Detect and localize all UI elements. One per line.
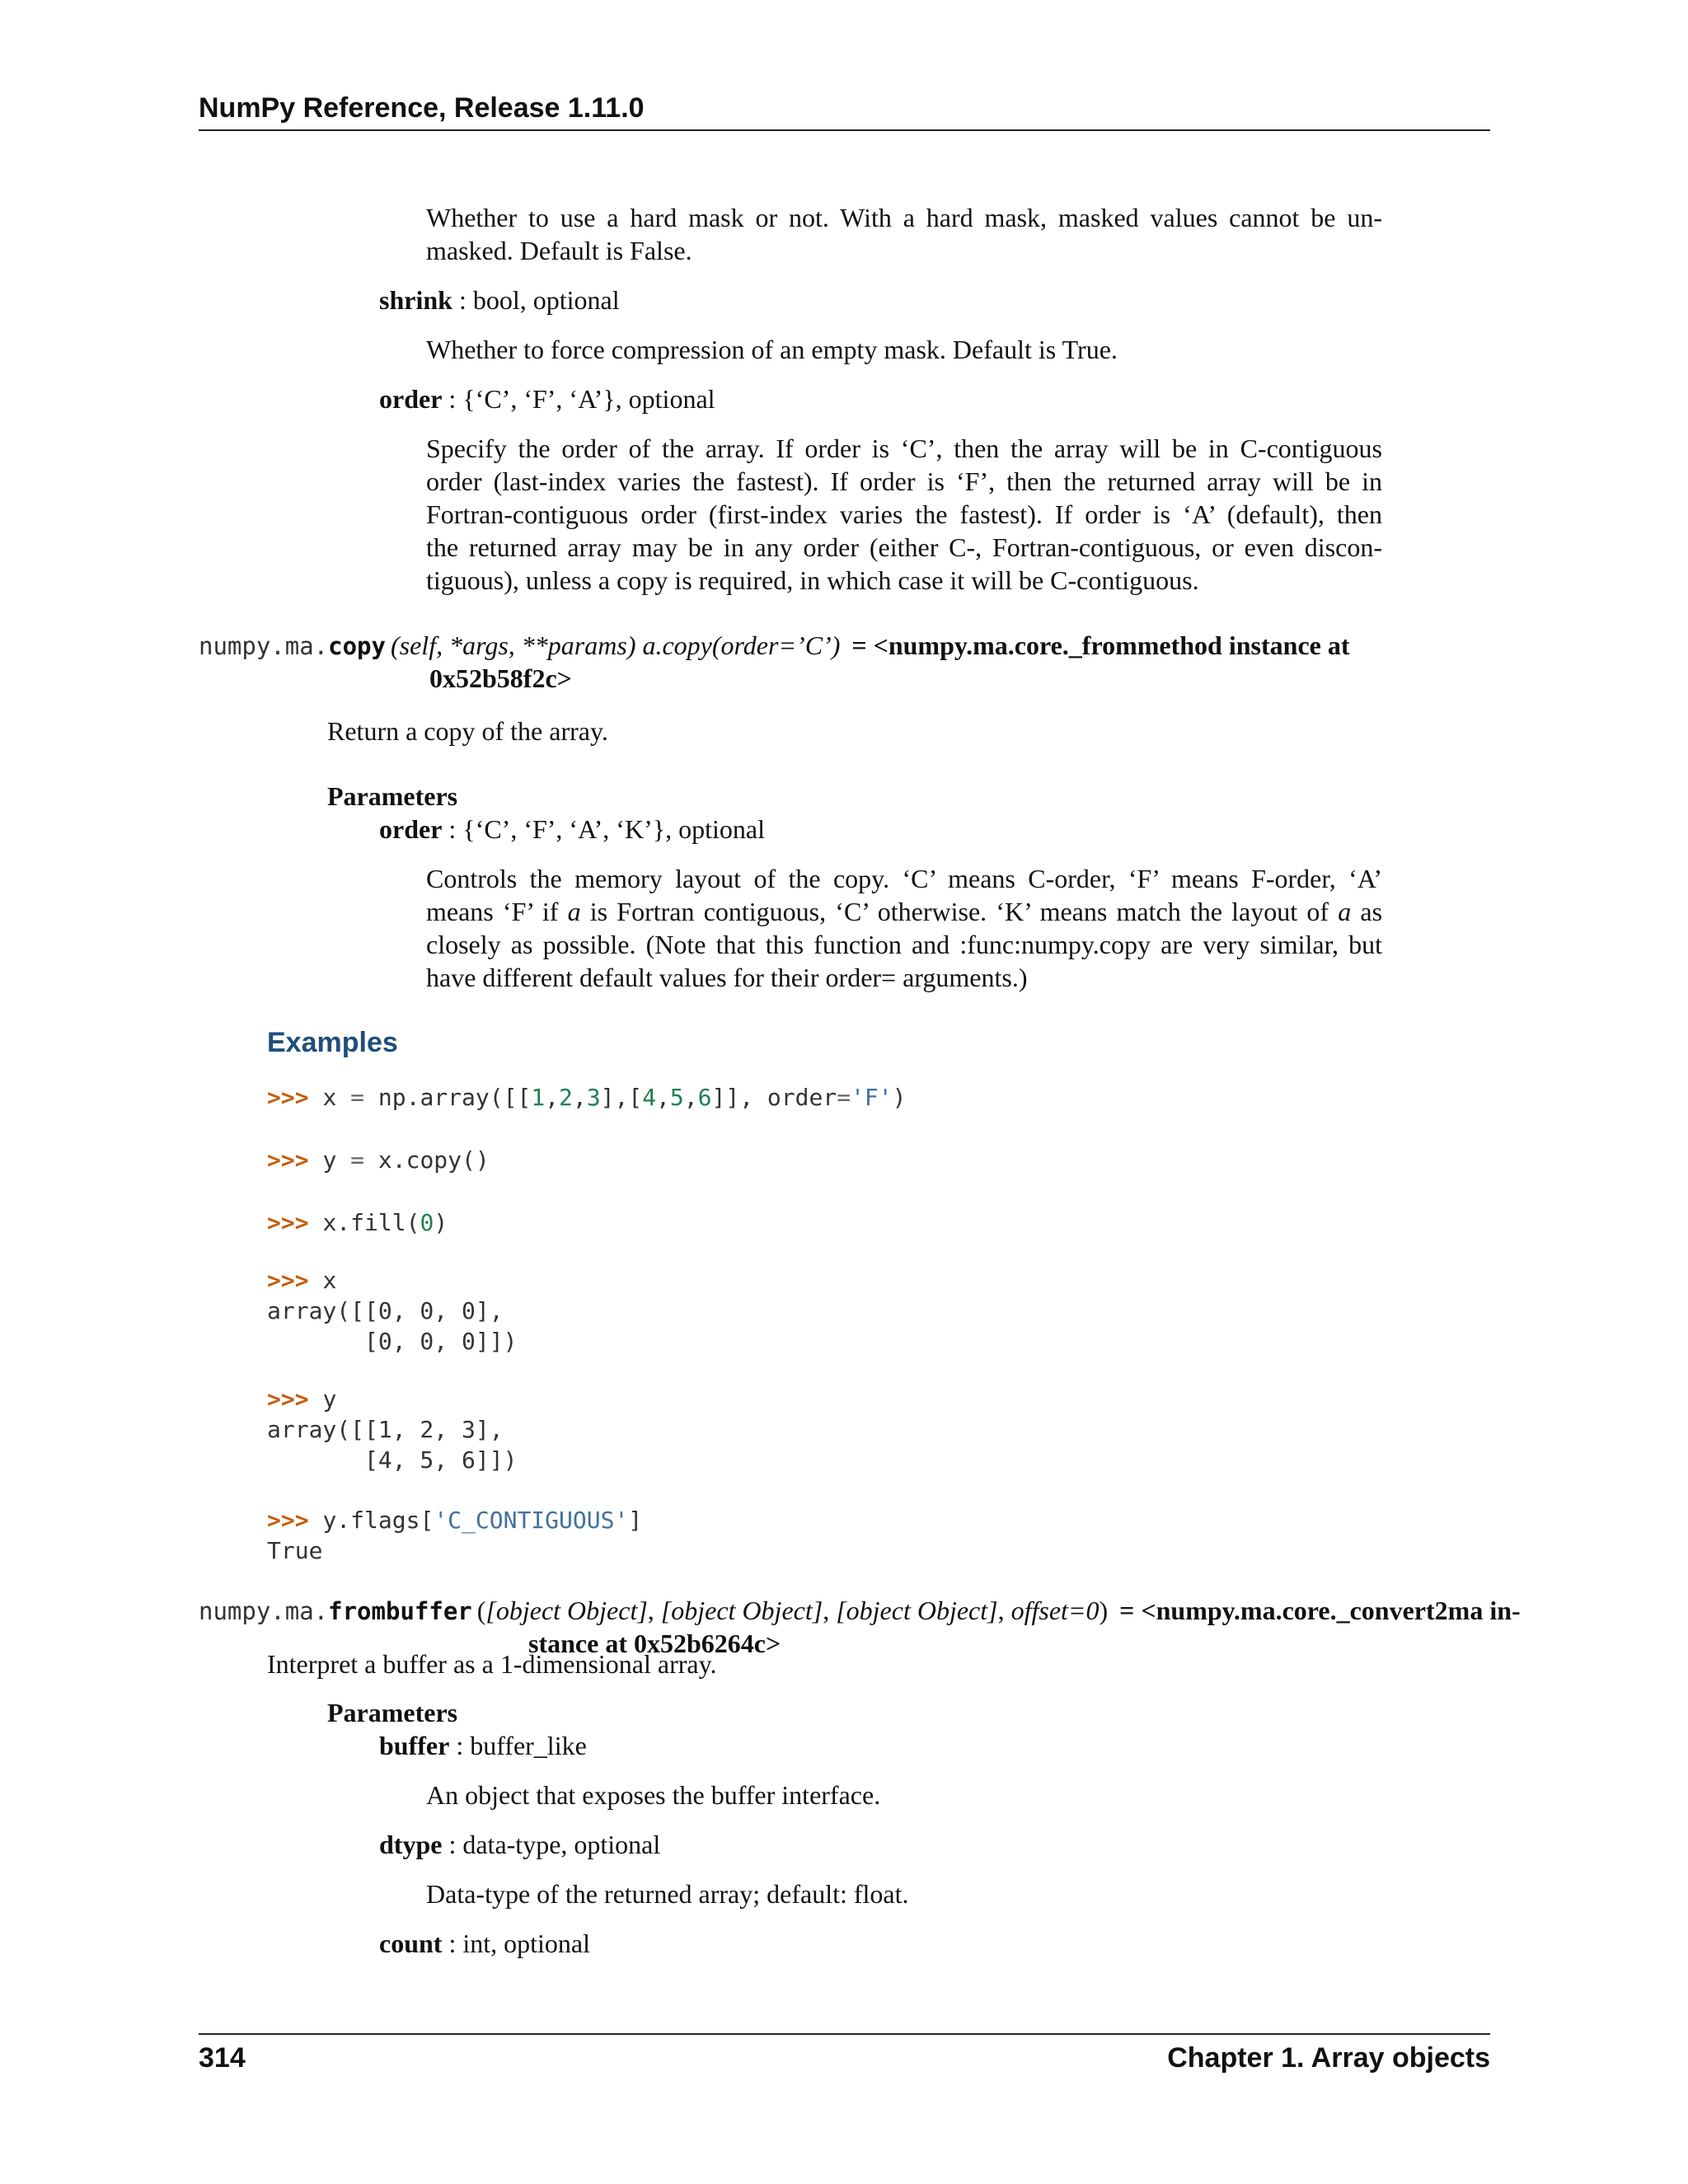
prompt: >>> [267, 1267, 309, 1294]
param-buffer-desc: An object that exposes the buffer interface. [426, 1780, 881, 1810]
copy-order-desc-l2b: a [567, 897, 581, 926]
copy-param-order [379, 813, 765, 846]
copy-name: copy [328, 632, 386, 660]
copy-params-heading-text: Parameters [327, 781, 458, 811]
frombuffer-signature [199, 1594, 1521, 1628]
copy-args: (self, *args, **params) a.copy(order=’C’) [390, 630, 841, 660]
header-rule [199, 129, 1490, 131]
arg-buffer: [object Object] [485, 1596, 648, 1625]
frombuffer-param-buffer [379, 1729, 587, 1762]
code-token: y.flags[ [322, 1507, 434, 1534]
copy-param-order-name: order [379, 814, 443, 844]
arg-offset: offset=0 [1010, 1596, 1100, 1625]
param-buffer-type: : buffer_like [449, 1731, 587, 1760]
param-order-name: order [379, 384, 443, 414]
code-token: , [683, 1084, 698, 1111]
prompt: >>> [267, 1209, 309, 1236]
hard-mask-desc-line1: Whether to use a hard mask or not. With a hard mask, masked values cannot be un- [426, 203, 1382, 232]
param-order-desc-line3: Fortran-contiguous order (first-index varies the fastest). If order is ‘A’ (default), then [426, 499, 1382, 529]
code-token: ],[ [600, 1084, 643, 1111]
code-token: y [322, 1385, 337, 1413]
frombuffer-value-line1: = <numpy.ma.core._convert2ma in- [1119, 1596, 1521, 1625]
prompt: >>> [267, 1385, 309, 1413]
code-token: , [545, 1084, 560, 1111]
examples-heading: Examples [267, 1027, 398, 1058]
copy-order-desc-line3: closely as possible. (Note that this function and :func:numpy.copy are very similar, but [426, 930, 1382, 959]
copy-value-line1: = <numpy.ma.core._frommethod instance at [851, 630, 1350, 660]
code-token: x [322, 1267, 337, 1294]
code-token: , [656, 1084, 670, 1111]
copy-order-desc-l2e: as [1351, 897, 1383, 926]
code-token: ) [892, 1084, 907, 1111]
example-line-2 [267, 1145, 490, 1175]
example-line-1 [267, 1082, 907, 1113]
copy-order-desc-line4: have different default values for their order= arguments.) [426, 963, 1028, 992]
args-open: ( [476, 1596, 486, 1625]
arg-dtype: [object Object] [660, 1596, 823, 1625]
frombuffer-params-heading [327, 1696, 457, 1729]
example-output-6: True [267, 1537, 323, 1564]
frombuffer-name: frombuffer [328, 1597, 472, 1625]
param-count-type: : int, optional [442, 1929, 590, 1958]
frombuffer-param-dtype [379, 1828, 660, 1861]
copy-param-order-type: : {‘C’, ‘F’, ‘A’, ‘K’}, optional [442, 814, 765, 844]
arg-sep: , [997, 1596, 1011, 1625]
param-shrink [379, 284, 620, 316]
copy-order-desc-line2 [426, 895, 1382, 928]
code-number: 5 [669, 1084, 684, 1111]
param-order-desc-line2: order (last-index varies the fastest). If order is ‘F’, then the returned array will be in [426, 466, 1382, 496]
code-string: 'C_CONTIGUOUS' [434, 1507, 629, 1534]
code-token: x [322, 1084, 351, 1111]
example-output-4a: array([[0, 0, 0], [267, 1297, 504, 1324]
example-line-6 [267, 1505, 642, 1535]
param-order-desc-line1: Specify the order of the array. If order is ‘C’, then the array will be in C-contiguous [426, 434, 1382, 463]
param-dtype-name: dtype [379, 1830, 443, 1859]
code-number: 4 [642, 1084, 657, 1111]
param-order-type: : {‘C’, ‘F’, ‘A’}, optional [442, 384, 715, 414]
arg-sep: , [647, 1596, 661, 1625]
copy-value-line2-wrap [429, 662, 572, 695]
code-operator: = [837, 1084, 851, 1111]
param-order-desc-line5: tiguous), unless a copy is required, in which case it will be C-contiguous. [426, 565, 1199, 595]
arg-count: [object Object] [836, 1596, 998, 1625]
copy-value-line2: 0x52b58f2c> [429, 663, 572, 693]
prompt: >>> [267, 1146, 309, 1174]
code-number: 0 [420, 1209, 434, 1236]
frombuffer-params-heading-text: Parameters [327, 1698, 458, 1727]
copy-order-desc-line1: Controls the memory layout of the copy. ‘C’ means C-order, ‘F’ means F-order, ‘A’ [426, 864, 1382, 893]
code-token: x.fill( [322, 1209, 420, 1236]
code-string: 'F' [851, 1084, 893, 1111]
code-number: 2 [559, 1084, 573, 1111]
chapter-title: Chapter 1. Array objects [1167, 2042, 1490, 2074]
copy-signature [199, 629, 1350, 663]
code-token: x.copy() [364, 1146, 490, 1174]
param-dtype-desc: Data-type of the returned array; default: float. [426, 1879, 909, 1909]
code-number: 1 [531, 1084, 546, 1111]
example-output-5a: array([[1, 2, 3], [267, 1416, 504, 1443]
example-line-5 [267, 1384, 336, 1414]
prompt: >>> [267, 1084, 309, 1111]
code-token: ] [628, 1507, 643, 1534]
example-output-5b: [4, 5, 6]]) [267, 1446, 518, 1474]
code-token: ) [434, 1209, 448, 1236]
arg-sep: , [823, 1596, 837, 1625]
param-dtype-type: : data-type, optional [442, 1830, 661, 1859]
example-output-4b: [0, 0, 0]]) [267, 1328, 518, 1355]
code-token: ]], order [711, 1084, 837, 1111]
frombuffer-module: numpy.ma. [199, 1597, 329, 1625]
code-operator: = [350, 1146, 365, 1174]
frombuffer-value-line2: stance at 0x52b6264c> [528, 1629, 781, 1658]
code-token: , [572, 1084, 587, 1111]
frombuffer-summary: Interpret a buffer as a 1-dimensional array. [267, 1649, 717, 1679]
copy-params-heading [327, 780, 457, 813]
param-buffer-name: buffer [379, 1731, 450, 1760]
param-shrink-name: shrink [379, 285, 452, 315]
param-shrink-desc: Whether to force compression of an empty mask. Default is True. [426, 335, 1118, 364]
param-count-name: count [379, 1929, 443, 1958]
code-token: np.array([[ [364, 1084, 532, 1111]
code-token: y [322, 1146, 351, 1174]
copy-summary: Return a copy of the array. [327, 716, 608, 746]
param-order [379, 382, 715, 415]
args-close: ) [1099, 1596, 1109, 1625]
hard-mask-desc-line2: masked. Default is False. [426, 236, 692, 265]
param-shrink-type: : bool, optional [452, 285, 620, 315]
code-number: 6 [697, 1084, 712, 1111]
code-number: 3 [586, 1084, 601, 1111]
example-line-3 [267, 1207, 448, 1238]
copy-order-desc-l2a: means ‘F’ if [426, 897, 568, 926]
page-number: 314 [199, 2042, 246, 2074]
prompt: >>> [267, 1507, 309, 1534]
running-header-title: NumPy Reference, Release 1.11.0 [199, 92, 645, 124]
example-line-4 [267, 1265, 336, 1296]
copy-module: numpy.ma. [199, 632, 329, 660]
frombuffer-param-count [379, 1927, 590, 1960]
footer-rule [199, 2033, 1490, 2035]
copy-order-desc-l2c: is Fortran contiguous, ‘C’ otherwise. ‘K’ means match the layout of [580, 897, 1339, 926]
code-operator: = [350, 1084, 365, 1111]
copy-order-desc-l2d: a [1338, 897, 1352, 926]
param-order-desc-line4: the returned array may be in any order (either C-, Fortran-contiguous, or even discon- [426, 532, 1382, 562]
